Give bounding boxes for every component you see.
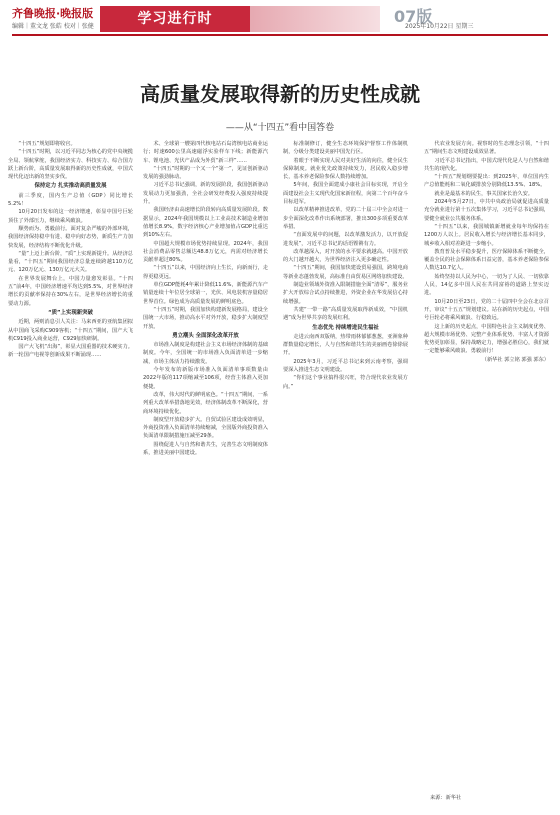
body-paragraph: 这上新的历史起点，中国特色社会主义制度优势、超大规模市场优势、完整产业体系优势、丰富人才资源优势更加彰显，保持战略定力，增强必胜信心，我们就一定能够乘风破浪、勇毅前行！ — [424, 323, 549, 355]
body-paragraph: 顺势而为、勇毅前行。面对复杂严峻的外部环境，我国经济保持稳中有进、稳中向好态势，新质生产力加快发展，经济结构不断优化升级。 — [8, 225, 133, 249]
body-paragraph: 教育普及水平稳步提升，医疗保障体系不断健全，覆盖全民的社会保障体系日益完善，基本养老保险参保人数达10.7亿人。 — [424, 248, 549, 272]
column-3 — [283, 140, 408, 800]
body-paragraph: 习近平总书记强调，新的发展阶段，我国创新驱动发展动力更加强劲，全社会研发经费投入强度持续提升。 — [143, 182, 268, 206]
article-subheadline: ——从“十四五”看中国答卷 — [225, 123, 335, 133]
body-paragraph: 以改革精神推进改革，党的二十届三中全会对进一步全面深化改革作出系统部署，推出300多项重要改革举措。 — [283, 207, 408, 230]
body-paragraph: 单位GDP能耗4年累计降低11.6%，新能源汽车产销量连续十年位居全球第一，光伏、风电装机容量稳居世界首位。绿色成为高质量发展的鲜明底色。 — [143, 282, 268, 305]
body-paragraph: 制度型开放稳步扩大。自贸试验区建设成效明显，外商投资准入负面清单持续缩减，全国版外商投资准入负面清单限制措施压减至29条。 — [143, 416, 268, 440]
body-paragraph: “十四五”以来，中国经济向上生长，向新而行，走得更稳更远。 — [143, 265, 268, 280]
subsection-heading: 生态优先 持续增进民生福祉 — [312, 324, 379, 331]
body-paragraph: 习近平总书记指出，中国式现代化是人与自然和谐共生的现代化。 — [424, 157, 549, 172]
body-paragraph: “十四五”规划纲要提出：到2025年，单位国内生产总值能耗和二氧化碳排放分别降低13.5%、18%。 — [424, 174, 549, 189]
body-paragraph: 在世界发展舞台上，中国力量愈发彰显。“十四五”前4年，中国经济增速平均达到5.5%，对世界经济增长的贡献率保持在30%左右，是世界经济增长的重要动力源。 — [8, 275, 133, 307]
body-paragraph: “十四五”时期的一个又一个“第一”，见证创新驱动发展的强劲脉动。 — [143, 165, 268, 181]
column-2 — [143, 140, 268, 800]
column-4 — [424, 140, 549, 800]
body-paragraph: 始终坚持以人民为中心，一切为了人民、一切依靠人民，14亿多中国人民在共同富裕的道路上坚实迈进。 — [424, 273, 549, 297]
body-paragraph: 改革，伟大时代的鲜明底色。“十四五”期间，一系列重大改革举措落地见效，经济体制改革不断深化，营商环境持续优化。 — [143, 391, 268, 415]
body-paragraph: 走进云南西双版纳，热带雨林郁郁葱葱，亚洲象种群数量稳定增长，人与自然和谐共生的美丽画卷徐徐展开。 — [283, 333, 408, 357]
article-byline: （新华社 郭立铭 郭强 郭东） — [481, 356, 549, 363]
page-header — [0, 0, 560, 34]
article-source: 来源：新华社 — [430, 795, 462, 801]
body-paragraph: 市场准入制度是构建社会主义市场经济体制的基础制度。今年，全国统一的市场准入负面清单进一步缩减，市场主体活力持续激发。 — [143, 342, 268, 365]
body-paragraph: 标准制修订，健全生态环境保护督察工作体制机制，分级分类建设美丽中国先行区。 — [283, 141, 408, 156]
body-paragraph: 近期，两则消息引人关注：马来西亚的亚航集团拟从中国商飞采购C909客机；“十四五”期间，国产大飞机C919投入商业运营，C929加快研制。 — [8, 319, 133, 342]
article-headline: 高质量发展取得新的历史性成就 — [140, 82, 420, 106]
body-paragraph: 国产大飞机“出海”，彰显大国重器的技术硬实力。新一轮国产电视等创新成果不断涌现…… — [8, 344, 133, 359]
subsection-heading: 勇立潮头 全面深化改革开放 — [172, 332, 239, 339]
body-paragraph: “量”上迈上新台阶，“质”上实现新提升。从经济总量看，“十四五”期间我国经济总量连续跨越110万亿元、120万亿元、130万亿元大关。 — [8, 250, 133, 274]
body-paragraph: 5年间，我国全面建成小康社会目标实现，开启全面建设社会主义现代化国家新征程，向第二个百年奋斗目标进军。 — [283, 182, 408, 206]
subsection-heading: “质”上实现新突破 — [48, 309, 93, 316]
body-paragraph: “十四五”规划即将收官。 — [18, 141, 76, 147]
subsection-heading: 保持定力 扎实推动高质量发展 — [34, 183, 107, 190]
body-paragraph: “你们这个事业搞得很兴旺，符合现代农业发展方向。” — [283, 375, 408, 390]
section-title: 学习进行时 — [100, 6, 250, 32]
edition-number: 07版 — [394, 7, 433, 26]
body-paragraph: “十四五”时期，我国加快构建新发展格局，建设全国统一大市场，推动高水平对外开放，稳步扩大制度型开放。 — [143, 306, 268, 330]
body-paragraph: 着眼于不断实现人民对美好生活的向往，健全民生保障制度。就业优先政策持续发力，居民收入稳步增长，基本养老保险参保人数持续增加。 — [283, 157, 408, 181]
body-paragraph: 围绕促进人与自然和谐共生，完善生态文明制度体系，推进美丽中国建设。 — [143, 441, 268, 456]
body-paragraph: 中国超大规模市场优势持续显现。2024年，我国社会消费品零售总额达48.8万亿元，内需对经济增长贡献率超过80%。 — [143, 240, 268, 264]
body-paragraph: 前三季度，国内生产总值（GDP）同比增长5.2%！ — [8, 192, 133, 208]
body-paragraph: “十四五”期间，我国加快建设贸易强国，跨境电商等新业态蓬勃发展，高标准自由贸易区网络加快建设。 — [283, 265, 408, 280]
header-rule — [12, 34, 548, 36]
body-paragraph: “十四五”以来，我国城镇新增就业每年均保持在1200万人以上。居民收入增长与经济增长基本同步，城乡收入相对差距进一步缩小。 — [424, 223, 549, 247]
body-paragraph: 制造业领域外资准入限制措施全面“清零”，服务业扩大开放综合试点持续推进，外资企业在华发展信心持续增强。 — [283, 282, 408, 305]
editor-credits: 编辑｜董文龙 张皓 校对｜张健 — [12, 23, 94, 30]
body-paragraph: “直面发展中的问题，以改革激发活力，以开放促进发展”，习近平总书记的话语铿锵有力。 — [283, 232, 408, 247]
body-paragraph: 代农业发展方向。视察时的生态理念引领，“十四五”期间生态文明建设成效显著。 — [424, 141, 549, 156]
body-paragraph: 我国经济由高速增长阶段转向高质量发展阶段。数据显示，2024年我国规模以上工业高技术制造业增加值增长8.9%，数字经济核心产业增加值占GDP比重达到10%左右。 — [143, 207, 268, 239]
body-paragraph: 今年发布的新版市场准入负面清单事项数量由2022年版的117项缩减至106项，经营主体准入更加便捷。 — [143, 367, 268, 390]
body-paragraph: 2025年3月，习近平总书记来到云南考察，强调要深入推进生态文明建设。 — [283, 358, 408, 374]
newspaper-logo: 齐鲁晚报·晚报版 — [12, 7, 94, 20]
body-paragraph: 就业是最基本的民生，事关国家长治久安。 — [434, 190, 533, 197]
body-paragraph: 10月20日至23日，党的二十届四中全会在北京召开，审议“十五五”规划建议。站在新的历史起点，中国号巨轮必将乘风破浪、行稳致远。 — [424, 298, 549, 322]
body-paragraph: 2024年5月27日，中共中央政治局就促进高质量充分就业进行第十五次集体学习，习近平总书记强调，要健全就业公共服务体系。 — [424, 199, 549, 222]
body-paragraph: 10月20日发布的这一经济增速，彰显中国号巨轮顶住了外部压力，继续乘风破浪。 — [8, 209, 133, 224]
issue-date: 2025年10月22日 星期三 — [405, 23, 474, 30]
body-paragraph: “十四五”时期，以习近平同志为核心的党中央统揽全局、领航掌舵，我国经济实力、科技实力、综合国力跃上新台阶，高质量发展取得新的历史性成就，中国式现代化迈出新的坚实步伐。 — [8, 149, 133, 181]
body-paragraph: 共建“一带一路”高质量发展取得新成效，“中国机遇”成为世界共享的发展红利。 — [283, 306, 408, 322]
body-paragraph: 术、全球第一艘第四代核电站石岛湾核电站商业运行；时速600公里高速磁浮实验样车下线；新能源汽车、锂电池、光伏产品成为外贸“新三样”…… — [143, 141, 268, 164]
column-1 — [8, 140, 133, 800]
section-ribbon — [250, 6, 380, 32]
body-paragraph: 改革越深入，对开放的水平要求就越高。中国开放的大门越开越大，为世界经济注入更多确定性。 — [283, 248, 408, 264]
